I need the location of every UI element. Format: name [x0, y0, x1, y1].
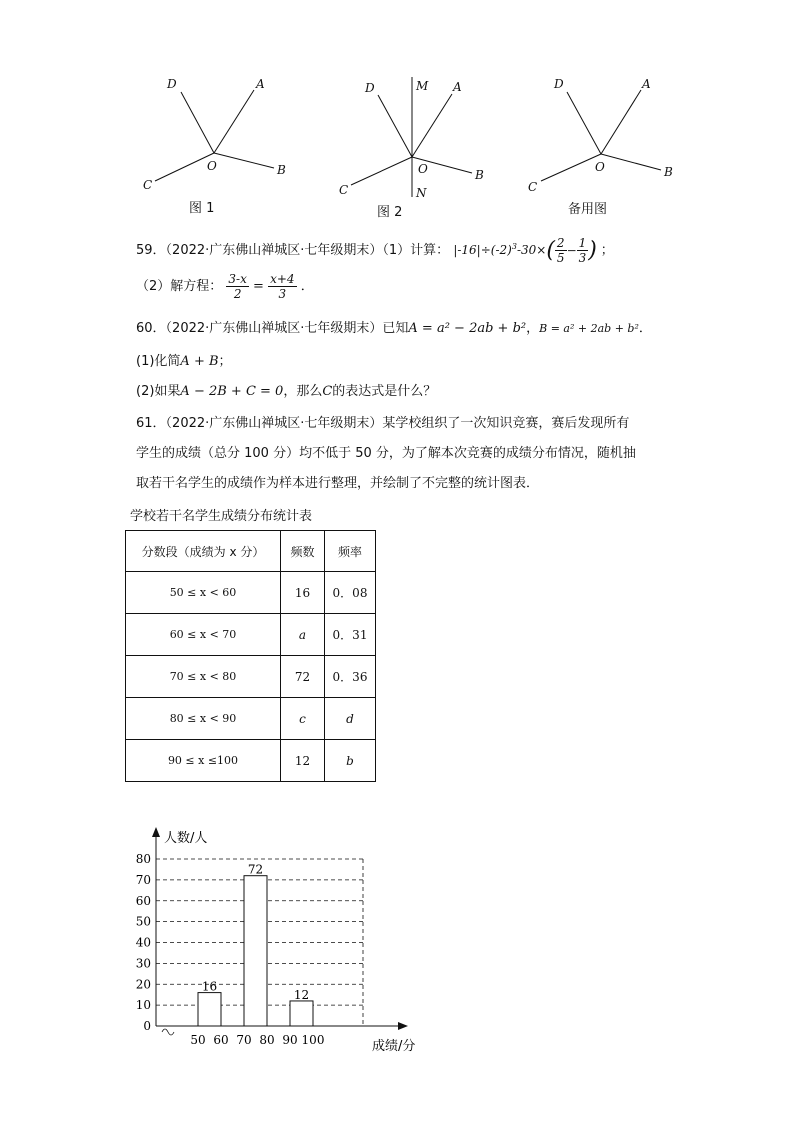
table-cell: 12	[281, 740, 325, 782]
point-label-M: M	[416, 79, 429, 93]
q59-line2: （2）解方程： $\frac{3-x}{2}$ = $\frac{x+4}{3}$ ．	[136, 272, 314, 301]
table-title: 学校若干名学生成绩分布统计表	[130, 509, 313, 524]
q60-sub2-prefix: (2)如果	[136, 384, 181, 399]
point-label-A: A	[453, 80, 462, 94]
table-cell: 60 ≤ x < 70	[126, 614, 281, 656]
q60-sub2-expr: A − 2B + C = 0	[180, 384, 284, 399]
table-cell: c	[281, 698, 325, 740]
table-cell: 72	[281, 656, 325, 698]
y-tick-label: 20	[135, 977, 151, 992]
q61-line2: 学生的成绩（总分 100 分）均不低于 50 分，为了解本次竞赛的成绩分布情况，随机抽	[136, 446, 636, 461]
x-axis-title: 成绩/分	[372, 1039, 416, 1054]
table-cell: 80 ≤ x < 90	[126, 698, 281, 740]
table-cell: 0．31	[325, 614, 376, 656]
q61-line1: 61．（2022·广东佛山禅城区·七年级期末）某学校组织了一次知识竞赛，赛后发现所有	[136, 416, 630, 431]
x-tick-label: 90	[282, 1033, 298, 1047]
x-tick-label: 60	[213, 1033, 229, 1047]
table-row	[126, 572, 376, 614]
y-tick-label: 80	[135, 852, 151, 866]
q60-sub1	[136, 350, 232, 369]
table-cell: 70 ≤ x < 80	[126, 656, 281, 698]
table-cell: 0．08	[325, 572, 376, 614]
q59-line1	[136, 236, 614, 265]
bar-value-label: 12	[293, 987, 310, 1002]
q59-frac1: $\frac{2}{5}$	[556, 236, 565, 265]
point-label-N: N	[416, 186, 427, 200]
x-tick-label: 80	[259, 1033, 275, 1047]
point-label-C: C	[143, 178, 153, 192]
q59-tail: ；	[600, 243, 614, 258]
axis-break-symbol	[162, 1029, 174, 1035]
q59-eq-tail: ．	[300, 279, 314, 294]
point-label-D: D	[167, 77, 177, 91]
frequency-table	[125, 530, 376, 782]
y-tick-label: 10	[135, 998, 151, 1013]
table-cell: 16	[281, 572, 325, 614]
point-label-A: A	[256, 77, 265, 91]
point-label-O: O	[595, 160, 605, 174]
table-cell: d	[325, 698, 376, 740]
point-label-B: B	[664, 165, 673, 179]
table-row	[126, 614, 376, 656]
y-tick-label: 0	[143, 1019, 151, 1033]
point-label-O: O	[418, 162, 428, 176]
point-label-D: D	[365, 81, 375, 95]
q60-expr-a: A = a² − 2ab + b²	[408, 321, 527, 336]
x-tick-label: 100	[301, 1033, 325, 1047]
point-label-A: A	[642, 77, 651, 91]
y-axis-arrow	[152, 827, 160, 837]
q60-line1	[136, 317, 652, 336]
table-cell: 90 ≤ x ≤100	[126, 740, 281, 782]
histogram-bar	[198, 993, 221, 1026]
q60-sub2-end: 的表达式是什么？	[332, 384, 437, 399]
table-cell: a	[281, 614, 325, 656]
point-label-C: C	[339, 183, 349, 197]
point-label-C: C	[528, 180, 538, 194]
figure-1-caption: 图 1	[189, 201, 215, 216]
y-tick-label: 70	[135, 872, 151, 887]
histogram-chart	[0, 815, 794, 1065]
table-row	[126, 698, 376, 740]
table-header-cell: 频数	[281, 531, 325, 572]
q60-sub1-expr: A + B	[180, 354, 219, 369]
q60-sub2-var: C	[322, 384, 333, 399]
histogram-bar	[244, 876, 267, 1026]
table-row	[126, 740, 376, 782]
histogram-bar	[290, 1001, 313, 1026]
figure-2-caption: 图 2	[377, 205, 403, 220]
y-axis-title: 人数/人	[164, 831, 208, 846]
figure-3-caption: 备用图	[568, 202, 608, 217]
point-label-B: B	[277, 163, 286, 177]
y-tick-label: 40	[135, 935, 151, 950]
q60-prefix: 60．（2022·广东佛山禅城区·七年级期末）已知	[136, 321, 409, 336]
q60-end: ．	[638, 321, 652, 336]
table-cell: 50 ≤ x < 60	[126, 572, 281, 614]
y-tick-label: 30	[135, 956, 151, 971]
q60-sep: ，	[526, 321, 540, 336]
bar-value-label: 72	[247, 862, 264, 877]
table-cell: b	[325, 740, 376, 782]
point-label-B: B	[475, 168, 484, 182]
table-header-cell: 分数段（成绩为 x 分）	[126, 531, 281, 572]
q59-eq-left: $\frac{3-x}{2}$	[228, 272, 247, 301]
table-header-row	[126, 531, 376, 572]
q59-eq-right: $\frac{x+4}{3}$	[270, 272, 295, 301]
q59-expr-part1: |-16|÷(-2)	[453, 243, 512, 257]
q59-part2-prefix: （2）解方程：	[136, 279, 223, 294]
y-tick-label: 50	[135, 914, 151, 929]
q59-exponent: 3	[511, 242, 517, 251]
bar-value-label: 16	[201, 979, 218, 994]
q59-prefix: 59．（2022·广东佛山禅城区·七年级期末）（1）计算：	[136, 243, 450, 258]
point-label-O: O	[207, 159, 217, 173]
q60-expr-b: B = a² + 2ab + b²	[539, 322, 639, 335]
q61-line3: 取若干名学生的成绩作为样本进行整理，并绘制了不完整的统计图表．	[136, 476, 540, 491]
q60-sub2	[136, 380, 436, 399]
table-row	[126, 656, 376, 698]
q59-frac2: $\frac{1}{3}$	[578, 236, 587, 265]
x-axis-arrow	[398, 1022, 408, 1030]
q59-expr-part2: -30×	[516, 243, 547, 257]
point-label-D: D	[554, 77, 564, 91]
table-header-cell: 频率	[325, 531, 376, 572]
q60-sub1-end: ；	[218, 354, 232, 369]
q59-expr: $|-16|\div(-2)^3-30\times$( $\frac{2}{5}$ − $\frac{1}{3}$ )	[453, 236, 597, 265]
table-cell: 0．36	[325, 656, 376, 698]
x-tick-label: 50	[190, 1033, 206, 1047]
q60-sub2-mid: ，那么	[283, 384, 323, 399]
q60-sub1-prefix: (1)化简	[136, 354, 181, 369]
y-tick-label: 60	[135, 893, 151, 908]
x-tick-label: 70	[236, 1033, 252, 1047]
